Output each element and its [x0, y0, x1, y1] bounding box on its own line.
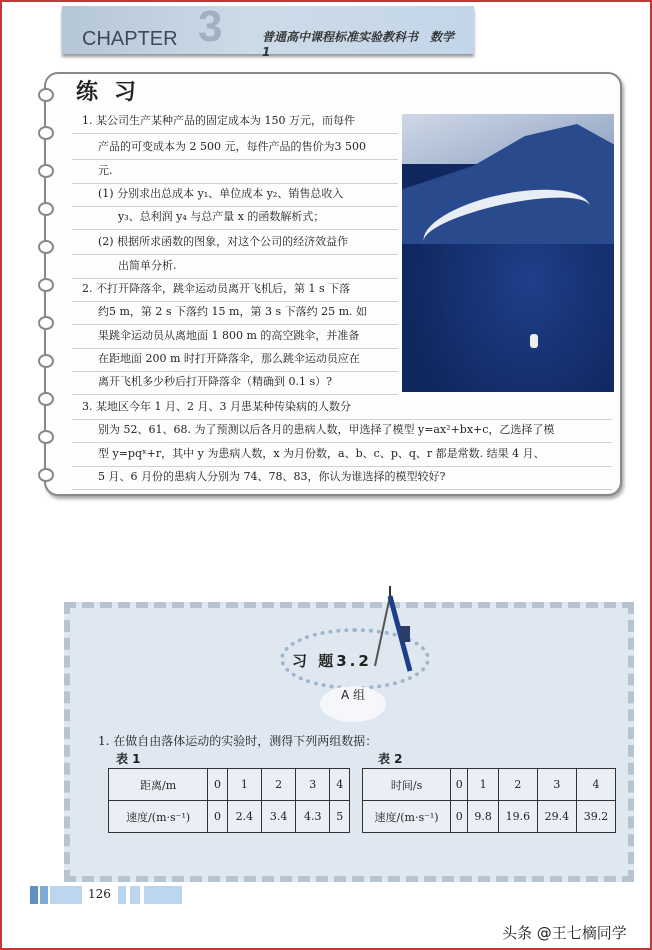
chapter-label: CHAPTER	[82, 28, 178, 50]
table2-caption: 表 2	[378, 752, 403, 766]
exercise-line: 果跳伞运动员从离地面 1 800 m 的高空跳伞，并准备	[98, 329, 360, 342]
table-row-header: 速度/(m·s⁻¹)	[109, 801, 208, 833]
ruled-line	[72, 348, 398, 349]
table-cell: 4	[576, 769, 615, 801]
table-cell: 1	[227, 769, 261, 801]
page-number: 126	[88, 887, 111, 901]
binder-ring	[38, 240, 54, 254]
table-cell: 3.4	[262, 801, 296, 833]
table-cell: 0	[208, 801, 228, 833]
ruled-line	[72, 394, 398, 395]
table-row-header: 距离/m	[109, 769, 208, 801]
table-cell: 3	[296, 769, 330, 801]
ruled-line	[72, 206, 398, 207]
ruled-line	[72, 442, 612, 443]
exercise-line: y₃、总利润 y₄ 与总产量 x 的函数解析式；	[118, 210, 325, 223]
ruled-line	[72, 371, 398, 372]
problems-panel	[64, 602, 634, 882]
exercise-line: 3. 某地区今年 1 月、2 月、3 月患某种传染病的人数分	[82, 400, 351, 413]
table-cell: 39.2	[576, 801, 615, 833]
exercise-line: (1) 分别求出总成本 y₁、单位成本 y₂、销售总收入	[98, 187, 344, 200]
table-row	[109, 769, 350, 801]
problems-title: 习 题3.2	[292, 652, 372, 670]
ruled-line	[72, 254, 398, 255]
table-row	[363, 801, 616, 833]
binder-ring	[38, 354, 54, 368]
book-title: 普通高中课程标准实验教科书 数学 1	[262, 30, 467, 59]
table-cell: 0	[208, 769, 228, 801]
table-cell: 29.4	[537, 801, 576, 833]
exercise-line: 元.	[98, 164, 113, 177]
ruled-line	[72, 183, 398, 184]
table-row-header: 速度/(m·s⁻¹)	[363, 801, 451, 833]
exercise-line: 型 y=pqˣ+r，其中 y 为患病人数，x 为月份数，a、b、c、p、q、r 都是常数. 结果 4 月、	[98, 447, 545, 460]
exercise-line: 离开飞机多少秒后打开降落伞（精确到 0.1 s）?	[98, 375, 333, 388]
exercise-line: 1. 某公司生产某种产品的固定成本为 150 万元，而每件	[82, 114, 355, 127]
binder-ring	[38, 126, 54, 140]
binder-ring	[38, 468, 54, 482]
binder-ring	[38, 430, 54, 444]
exercise-title: 练习	[76, 80, 153, 105]
exercise-line: 产品的可变成本为 2 500 元，每件产品的售价为3 500	[98, 140, 366, 153]
table-cell: 0	[451, 769, 468, 801]
binder-ring	[38, 164, 54, 178]
ruled-line	[72, 419, 612, 420]
exercise-box	[44, 72, 622, 496]
binder-ring	[38, 88, 54, 102]
table-cell: 5	[330, 801, 350, 833]
exercise-line: 5 月、6 月份的患病人分别为 74、78、83，你认为谁选择的模型较好?	[98, 470, 446, 483]
table-1	[108, 768, 350, 833]
exercise-line: 在距地面 200 m 时打开降落伞，那么跳伞运动员应在	[98, 352, 360, 365]
watermark: 头条 @王七樀同学	[502, 924, 627, 942]
table1-caption: 表 1	[116, 752, 141, 766]
ruled-line	[72, 324, 398, 325]
chapter-number: 3	[198, 2, 223, 51]
chapter-banner	[62, 2, 474, 59]
exercise-line: 别为 52、61、68. 为了预测以后各月的患病人数，甲选择了模型 y=ax²+bx+c，乙选择了模	[98, 423, 555, 436]
exercise-line: 出简单分析.	[118, 259, 177, 272]
paraglider-photo	[402, 114, 614, 392]
exercise-line: 2. 不打开降落伞，跳伞运动员离开飞机后，第 1 s 下落	[82, 282, 351, 295]
binder-ring	[38, 202, 54, 216]
table-row	[109, 801, 350, 833]
binder-ring	[38, 278, 54, 292]
ruled-line	[72, 301, 398, 302]
group-a-label: A 组	[320, 686, 386, 722]
ruled-line	[72, 133, 398, 134]
table-cell: 2.4	[227, 801, 261, 833]
table-cell: 19.6	[498, 801, 537, 833]
question-1: 1. 在做自由落体运动的实验时，测得下列两组数据：	[98, 734, 378, 748]
ruled-line	[72, 229, 398, 230]
table-row	[363, 769, 616, 801]
table-2	[362, 768, 616, 833]
compass-icon	[370, 586, 420, 676]
table-row-header: 时间/s	[363, 769, 451, 801]
table-cell: 2	[498, 769, 537, 801]
ruled-line	[72, 489, 612, 490]
ruled-line	[72, 466, 612, 467]
binder-ring	[38, 316, 54, 330]
exercise-line: (2) 根据所求函数的图象，对这个公司的经济效益作	[98, 235, 349, 248]
binder-ring	[38, 392, 54, 406]
table-cell: 9.8	[468, 801, 498, 833]
ruled-line	[72, 159, 398, 160]
exercise-line: 约5 m，第 2 s 下落约 15 m，第 3 s 下落约 25 m. 如	[98, 305, 368, 318]
table-cell: 2	[262, 769, 296, 801]
table-cell: 0	[451, 801, 468, 833]
table-cell: 3	[537, 769, 576, 801]
ruled-line	[72, 278, 398, 279]
table-cell: 4	[330, 769, 350, 801]
table-cell: 4.3	[296, 801, 330, 833]
table-cell: 1	[468, 769, 498, 801]
